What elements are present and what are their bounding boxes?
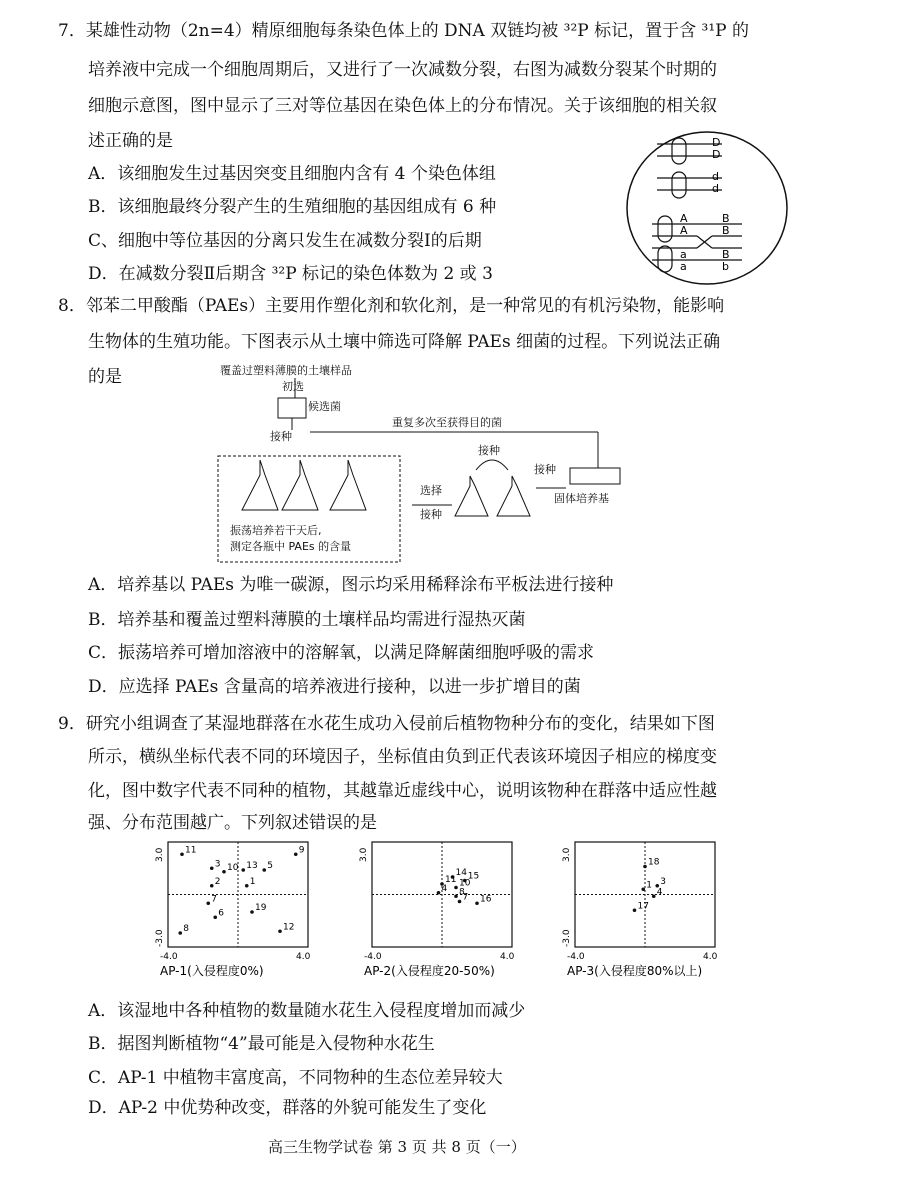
- q8-option-b[interactable]: B．培养基和覆盖过塑料薄膜的土壤样品均需进行湿热灭菌: [88, 610, 526, 630]
- species-point: [250, 910, 254, 914]
- q7-stem-line-3: 细胞示意图，图中显示了三对等位基因在染色体上的分布情况。关于该细胞的相关叙: [88, 96, 717, 116]
- q9-option-d[interactable]: D．AP-2 中优势种改变，群落的外貌可能发生了变化: [88, 1098, 487, 1118]
- screening-diagram: [200, 360, 640, 570]
- species-point: [241, 868, 245, 872]
- species-label: 4: [441, 883, 448, 894]
- ordination-plot: [342, 834, 542, 989]
- species-label: 1: [249, 876, 256, 887]
- gene-label: D: [712, 148, 721, 161]
- q9-option-b[interactable]: B．据图判断植物“4”最可能是入侵物种水花生: [88, 1034, 435, 1054]
- species-label: 14: [455, 868, 467, 878]
- species-point: [178, 931, 182, 935]
- species-point: [210, 866, 214, 870]
- species-label: 5: [267, 861, 273, 871]
- inoculate-right-label: 接种: [534, 463, 556, 476]
- q9-option-a[interactable]: A．该湿地中各种植物的数量随水花生入侵程度增加而减少: [88, 1001, 526, 1021]
- q9-stem-line-4: 强、分布范围越广。下列叙述错误的是: [88, 813, 377, 833]
- candidate-label: 候选菌: [308, 400, 341, 413]
- q7-option-a[interactable]: A．该细胞发生过基因突变且细胞内含有 4 个染色体组: [88, 164, 496, 184]
- species-point: [222, 870, 226, 874]
- species-point: [652, 894, 656, 898]
- y-tick-max: 3.0: [155, 847, 165, 862]
- species-label: 18: [648, 857, 660, 868]
- species-point: [213, 915, 217, 919]
- species-point: [262, 868, 266, 872]
- inoculate-label: 接种: [270, 430, 292, 443]
- plot-caption: AP-1(入侵程度0%): [160, 964, 264, 978]
- q8-stem-line-2: 生物体的生殖功能。下图表示从土壤中筛选可降解 PAEs 细菌的过程。下列说法正确: [88, 332, 721, 352]
- species-point: [641, 887, 645, 891]
- species-label: 12: [283, 922, 295, 933]
- species-point: [458, 900, 462, 904]
- plot-caption: AP-3(入侵程度80%以上): [567, 964, 703, 978]
- species-label: 4: [656, 887, 663, 898]
- ordination-plot: [138, 834, 338, 989]
- x-tick-max: 4.0: [703, 952, 718, 962]
- ordination-plot: [545, 834, 745, 989]
- q7-stem-line-1: 7．某雄性动物（2n=4）精原细胞每条染色体上的 DNA 双链均被 ³²P 标记，置于含 ³¹P 的: [58, 21, 749, 41]
- species-point: [294, 852, 298, 856]
- q7-stem-line-2: 培养液中完成一个细胞周期后，又进行了一次减数分裂，右图为减数分裂某个时期的: [88, 60, 717, 80]
- species-label: 17: [637, 901, 649, 912]
- species-label: 11: [445, 875, 457, 885]
- gene-label: B: [722, 248, 730, 261]
- species-label: 9: [298, 845, 305, 856]
- y-tick-max: 3.0: [562, 847, 572, 862]
- gene-label: B: [722, 212, 730, 225]
- soil-sample-label: 覆盖过塑料薄膜的土壤样品: [220, 364, 352, 377]
- gene-label: b: [722, 260, 729, 273]
- y-tick-min: -3.0: [155, 929, 165, 947]
- initial-label: 初选: [282, 380, 304, 393]
- species-label: 13: [246, 861, 258, 871]
- gene-label: D: [712, 136, 721, 149]
- species-label: 8: [459, 887, 465, 898]
- species-point: [437, 891, 441, 895]
- q8-stem-line-3: 的是: [88, 367, 122, 387]
- species-label: 15: [467, 871, 480, 882]
- species-label: 3: [660, 876, 666, 887]
- box-note-2: 测定各瓶中 PAEs 的含量: [230, 540, 352, 553]
- q9-stem-line-3: 化，图中数字代表不同种的植物，其越靠近虚线中心，说明该物种在群落中适应性越: [88, 781, 717, 801]
- q8-option-d[interactable]: D．应选择 PAEs 含量高的培养液进行接种，以进一步扩增目的菌: [88, 677, 581, 697]
- gene-label: A: [680, 212, 688, 225]
- species-label: 7: [211, 894, 217, 905]
- box-note-1: 振荡培养若干天后,: [230, 524, 322, 537]
- species-label: 10: [227, 862, 239, 873]
- q7-option-b[interactable]: B．该细胞最终分裂产生的生殖细胞的基因组成有 6 种: [88, 197, 497, 217]
- plot-caption: AP-2(入侵程度20-50%): [364, 964, 495, 978]
- q8-option-c[interactable]: C．振荡培养可增加溶液中的溶解氧，以满足降解菌细胞呼吸的需求: [88, 643, 595, 663]
- species-point: [206, 901, 210, 905]
- species-point: [454, 894, 458, 898]
- q9-option-c[interactable]: C．AP-1 中植物丰富度高，不同物种的生态位差异较大: [88, 1068, 503, 1088]
- gene-label: d: [712, 170, 719, 183]
- cell-diagram: [622, 128, 792, 288]
- y-tick-max: 3.0: [359, 847, 369, 862]
- species-label: 6: [218, 908, 224, 919]
- x-tick-max: 4.0: [296, 952, 311, 962]
- repeat-label: 重复多次至获得目的菌: [392, 416, 502, 429]
- q7-option-c[interactable]: C、细胞中等位基因的分离只发生在减数分裂Ⅰ的后期: [88, 231, 482, 251]
- solid-medium-label: 固体培养基: [554, 492, 609, 505]
- gene-label: A: [680, 224, 688, 237]
- species-label: 7: [462, 892, 469, 903]
- species-label: 2: [214, 876, 221, 887]
- inoculate-top-label: 接种: [478, 444, 500, 457]
- x-tick-min: -4.0: [364, 952, 382, 962]
- q8-stem-line-1: 8．邻苯二甲酸酯（PAEs）主要用作塑化剂和软化剂，是一种常见的有机污染物，能影响: [58, 296, 725, 316]
- species-point: [180, 852, 184, 856]
- gene-label: B: [722, 224, 730, 237]
- select-label: 选择: [420, 484, 442, 497]
- x-tick-min: -4.0: [160, 952, 178, 962]
- gene-label: d: [712, 182, 719, 195]
- x-tick-min: -4.0: [567, 952, 585, 962]
- q9-stem-line-1: 9．研究小组调查了某湿地群落在水花生成功入侵前后植物物种分布的变化，结果如下图: [58, 714, 715, 734]
- q7-stem-line-4: 述正确的是: [88, 131, 173, 151]
- species-point: [245, 884, 249, 888]
- species-point: [454, 886, 458, 890]
- species-label: 8: [183, 924, 189, 934]
- x-tick-max: 4.0: [500, 952, 515, 962]
- q7-option-d[interactable]: D．在减数分裂Ⅱ后期含 ³²P 标记的染色体数为 2 或 3: [88, 264, 493, 284]
- species-label: 10: [459, 878, 471, 889]
- species-label: 11: [185, 845, 197, 856]
- species-point: [643, 865, 647, 869]
- species-point: [278, 929, 282, 933]
- species-point: [475, 901, 479, 905]
- species-point: [633, 908, 637, 912]
- page-footer: 高三生物学试卷 第 3 页 共 8 页（一）: [268, 1138, 526, 1156]
- select-inoculate-label: 接种: [420, 508, 442, 521]
- species-label: 19: [255, 903, 267, 913]
- q9-stem-line-2: 所示，横纵坐标代表不同的环境因子，坐标值由负到正代表该环境因子相应的梯度变: [88, 747, 717, 767]
- species-label: 1: [646, 880, 652, 891]
- gene-label: a: [680, 248, 687, 261]
- species-point: [210, 884, 214, 888]
- species-label: 16: [480, 894, 492, 905]
- q8-option-a[interactable]: A．培养基以 PAEs 为唯一碳源，图示均采用稀释涂布平板法进行接种: [88, 575, 614, 595]
- species-label: 3: [214, 859, 221, 870]
- gene-label: a: [680, 260, 687, 273]
- y-tick-min: -3.0: [562, 929, 572, 947]
